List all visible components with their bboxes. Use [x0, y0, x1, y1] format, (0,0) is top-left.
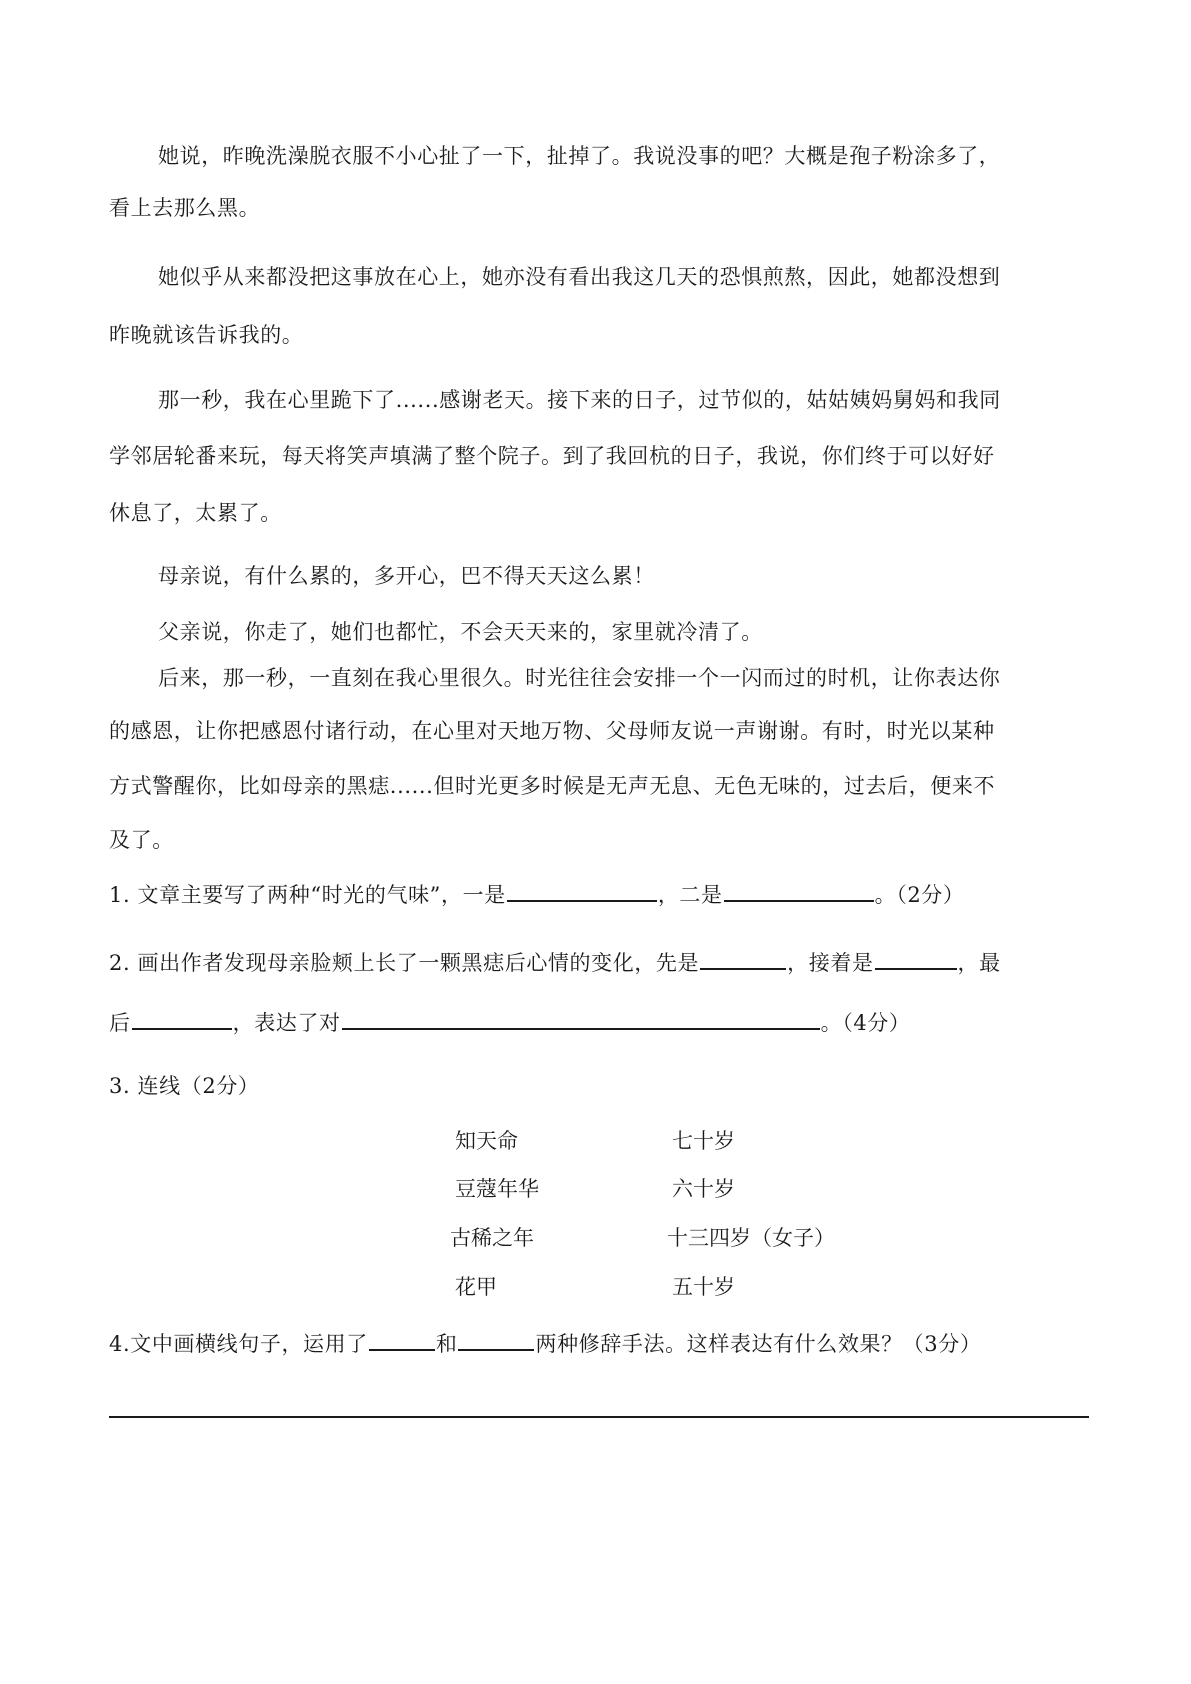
score-value: 4 [853, 1011, 868, 1035]
match-left-item[interactable]: 知天命 [455, 1129, 518, 1153]
score-value: 3 [924, 1332, 939, 1356]
passage-line: 休息了，太累了。 [109, 501, 282, 525]
passage-line: 昨晚就该告诉我的。 [109, 323, 304, 347]
match-left-item[interactable]: 花甲 [455, 1275, 497, 1299]
answer-blank[interactable] [342, 1008, 820, 1030]
answer-blank[interactable] [507, 880, 657, 902]
answer-blank[interactable] [369, 1329, 435, 1351]
passage-line: 那一秒，我在心里跪下了......感谢老天。接下来的日子，过节似的，姑姑姨妈舅妈和我同 [158, 388, 1001, 412]
answer-blank[interactable] [700, 948, 786, 970]
passage-line: 学邻居轮番来玩，每天将笑声填满了整个院子。到了我回杭的日子，我说，你们终于可以好好 [109, 444, 995, 468]
answer-blank[interactable] [875, 948, 957, 970]
match-right-item[interactable]: 七十岁 [672, 1129, 735, 1153]
match-right-item[interactable]: 十三四岁（女子） [667, 1226, 835, 1250]
question-1: 1. 文章主要写了两种“时光的气味”，一是 ，二是 。（2分） [109, 880, 965, 910]
passage-line: 后来，那一秒，一直刻在我心里很久。时光往往会安排一个一闪而过的时机，让你表达你 [158, 666, 1001, 690]
match-left-item[interactable]: 古稀之年 [450, 1226, 534, 1250]
passage-line: 母亲说，有什么累的，多开心，巴不得天天这么累！ [158, 564, 655, 588]
passage-line: 看上去那么黑。 [109, 196, 261, 220]
score-value: 2 [907, 883, 922, 907]
passage-line: 方式警醒你，比如母亲的黑痣......但时光更多时候是无声无息、无色无味的，过去后，便来不 [109, 774, 996, 798]
match-right-item[interactable]: 五十岁 [672, 1275, 735, 1299]
question-number: 4. [109, 1332, 131, 1356]
question-4: 4.文中画横线句子，运用了 和 两种修辞手法。这样表达有什么效果？（3分） [109, 1329, 981, 1359]
passage-line: 及了。 [109, 828, 174, 852]
question-number: 2. [109, 951, 131, 975]
passage-line: 父亲说，你走了，她们也都忙，不会天天来的，家里就冷清了。 [158, 620, 763, 644]
passage-line: 她说，昨晚洗澡脱衣服不小心扯了一下，扯掉了。我说没事的吧？大概是孢子粉涂多了， [158, 144, 1001, 168]
passage-line: 的感恩，让你把感恩付诸行动，在心里对天地万物、父母师友说一声谢谢。有时，时光以某种 [109, 719, 995, 743]
answer-blank[interactable] [724, 880, 874, 902]
question-2-cont: 后 ，表达了对 。（4分） [109, 1008, 910, 1038]
answer-line[interactable] [109, 1416, 1089, 1418]
passage-line: 她似乎从来都没把这事放在心上，她亦没有看出我这几天的恐惧煎熬，因此，她都没想到 [158, 265, 1001, 289]
question-number: 1. [109, 883, 131, 907]
question-3: 3. 连线（2分） [109, 1074, 260, 1098]
answer-blank[interactable] [458, 1329, 534, 1351]
answer-blank[interactable] [132, 1008, 232, 1030]
question-2: 2. 画出作者发现母亲脸颊上长了一颗黑痣后心情的变化，先是 ，接着是 ，最 [109, 948, 1001, 978]
match-right-item[interactable]: 六十岁 [672, 1177, 735, 1201]
question-number: 3. [109, 1074, 131, 1098]
match-left-item[interactable]: 豆蔻年华 [455, 1177, 539, 1201]
score-value: 2 [202, 1074, 217, 1098]
